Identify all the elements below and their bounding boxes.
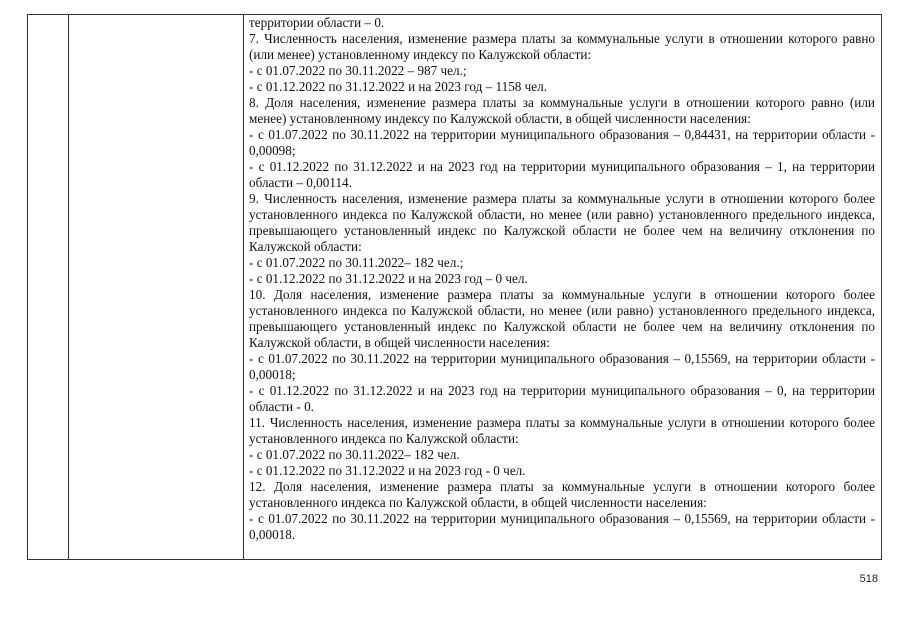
text-line: 9. Численность населения, изменение размера платы за коммунальные услуги в отношении которого более установленного индекса по Калужской области, но менее (или равно) установленного предельного индекса, превышающего установленный индекс по Калужской области не более чем на величину отклонения по Калужской области: [249, 191, 875, 254]
table-cell-name [69, 15, 244, 560]
document-table [27, 14, 882, 560]
text-line: - с 01.07.2022 по 30.11.2022 – 987 чел.; [249, 63, 467, 78]
text-line: - с 01.07.2022 по 30.11.2022– 182 чел. [249, 447, 460, 462]
table-row [28, 15, 882, 560]
text-line: - с 01.12.2022 по 31.12.2022 и на 2023 год – 0 чел. [249, 271, 528, 286]
text-line: 11. Численность населения, изменение размера платы за коммунальные услуги в отношении которого более установленного индекса по Калужской области: [249, 415, 875, 446]
text-line: 10. Доля населения, изменение размера платы за коммунальные услуги в отношении которого более установленного индекса по Калужской области, но менее (или равно) установленного предельного индекса, превышающего установленный индекс по Калужской области не более чем на величину отклонения по Калужской области, в общей численности населения: [249, 287, 875, 350]
text-line: - с 01.12.2022 по 31.12.2022 и на 2023 год на территории муниципального образования – 0, на территории области - 0. [249, 383, 875, 414]
text-line: - с 01.12.2022 по 31.12.2022 и на 2023 год на территории муниципального образования – 1, на территории области – 0,00114. [249, 159, 875, 190]
text-line: 8. Доля населения, изменение размера платы за коммунальные услуги в отношении которого равно (или менее) установленному индексу по Калужской области, в общей численности населения: [249, 95, 875, 126]
text-line: - с 01.12.2022 по 31.12.2022 и на 2023 год - 0 чел. [249, 463, 526, 478]
text-line: - с 01.07.2022 по 30.11.2022 на территории муниципального образования – 0,15569, на территории области - 0,00018. [249, 511, 875, 542]
text-line: территории области – 0. [249, 15, 385, 30]
text-line: 12. Доля населения, изменение размера платы за коммунальные услуги в отношении которого более установленного индекса по Калужской области, в общей численности населения: [249, 479, 875, 510]
table-cell-number [28, 15, 69, 560]
content-text [249, 15, 875, 559]
text-line: - с 01.07.2022 по 30.11.2022 на территории муниципального образования – 0,15569, на территории области - 0,00018; [249, 351, 875, 382]
table-cell-content [244, 15, 882, 560]
text-line: - с 01.07.2022 по 30.11.2022 на территории муниципального образования – 0,84431, на территории области - 0,00098; [249, 127, 875, 158]
text-line: 7. Численность населения, изменение размера платы за коммунальные услуги в отношении которого равно (или менее) установленному индексу по Калужской области: [249, 31, 875, 62]
text-line: - с 01.12.2022 по 31.12.2022 и на 2023 год – 1158 чел. [249, 79, 548, 94]
text-line: - с 01.07.2022 по 30.11.2022– 182 чел.; [249, 255, 464, 270]
page-number: 518 [859, 573, 878, 585]
